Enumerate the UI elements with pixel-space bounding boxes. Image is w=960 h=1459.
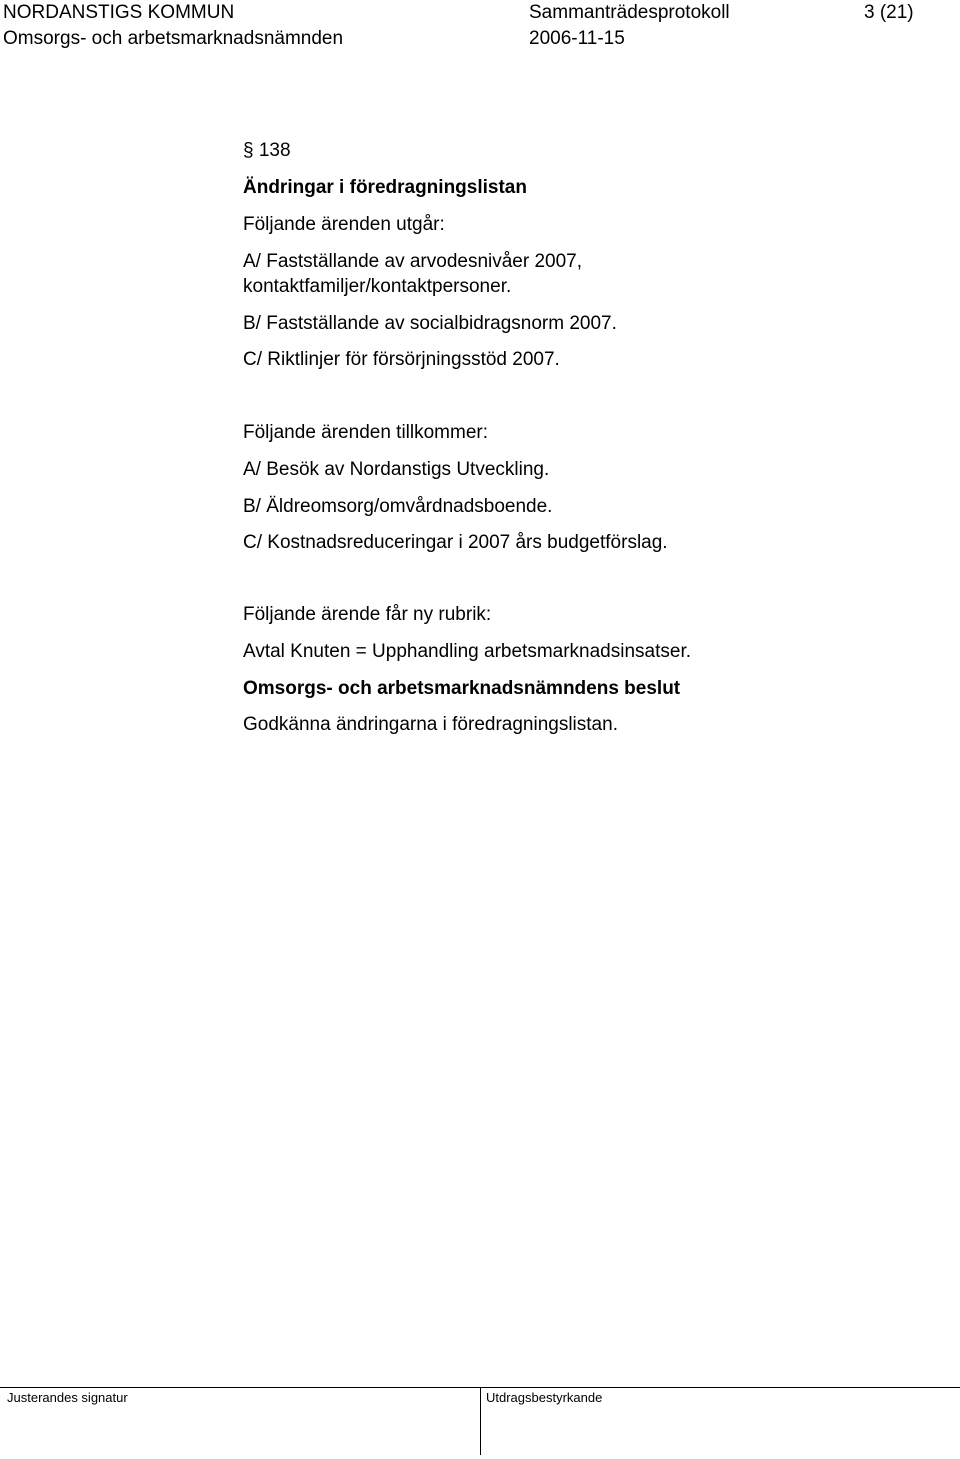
removed-heading: Följande ärenden utgår:	[243, 214, 445, 235]
rename-heading: Följande ärende får ny rubrik:	[243, 604, 492, 625]
removed-item: C/ Riktlinjer för försörjningsstöd 2007.	[243, 349, 560, 370]
municipality-name: NORDANSTIGS KOMMUN	[3, 2, 235, 23]
decision-heading: Omsorgs- och arbetsmarknadsnämndens beslut	[243, 678, 681, 699]
removed-item: B/ Fastställande av socialbidragsnorm 2007.	[243, 313, 617, 334]
added-item: A/ Besök av Nordanstigs Utveckling.	[243, 459, 550, 480]
meeting-date: 2006-11-15	[529, 28, 625, 49]
decision-text: Godkänna ändringarna i föredragningslistan.	[243, 714, 618, 735]
signature-label: Justerandes signatur	[7, 1390, 128, 1405]
removed-item: A/ Fastställande av arvodesnivåer 2007,	[243, 251, 583, 272]
committee-name: Omsorgs- och arbetsmarknadsnämnden	[3, 28, 344, 49]
added-heading: Följande ärenden tillkommer:	[243, 422, 489, 443]
certification-label: Utdragsbestyrkande	[486, 1390, 603, 1405]
rename-text: Avtal Knuten = Upphandling arbetsmarknadsinsatser.	[243, 641, 692, 662]
removed-item: kontaktfamiljer/kontaktpersoner.	[243, 276, 512, 297]
added-item: C/ Kostnadsreduceringar i 2007 års budgetförslag.	[243, 532, 668, 553]
protocol-type: Sammanträdesprotokoll	[529, 2, 730, 23]
page-number: 3 (21)	[864, 2, 914, 23]
section-number: § 138	[243, 140, 291, 161]
footer-divider	[480, 1387, 481, 1455]
section-title: Ändringar i föredragningslistan	[243, 177, 527, 198]
added-item: B/ Äldreomsorg/omvårdnadsboende.	[243, 496, 553, 517]
